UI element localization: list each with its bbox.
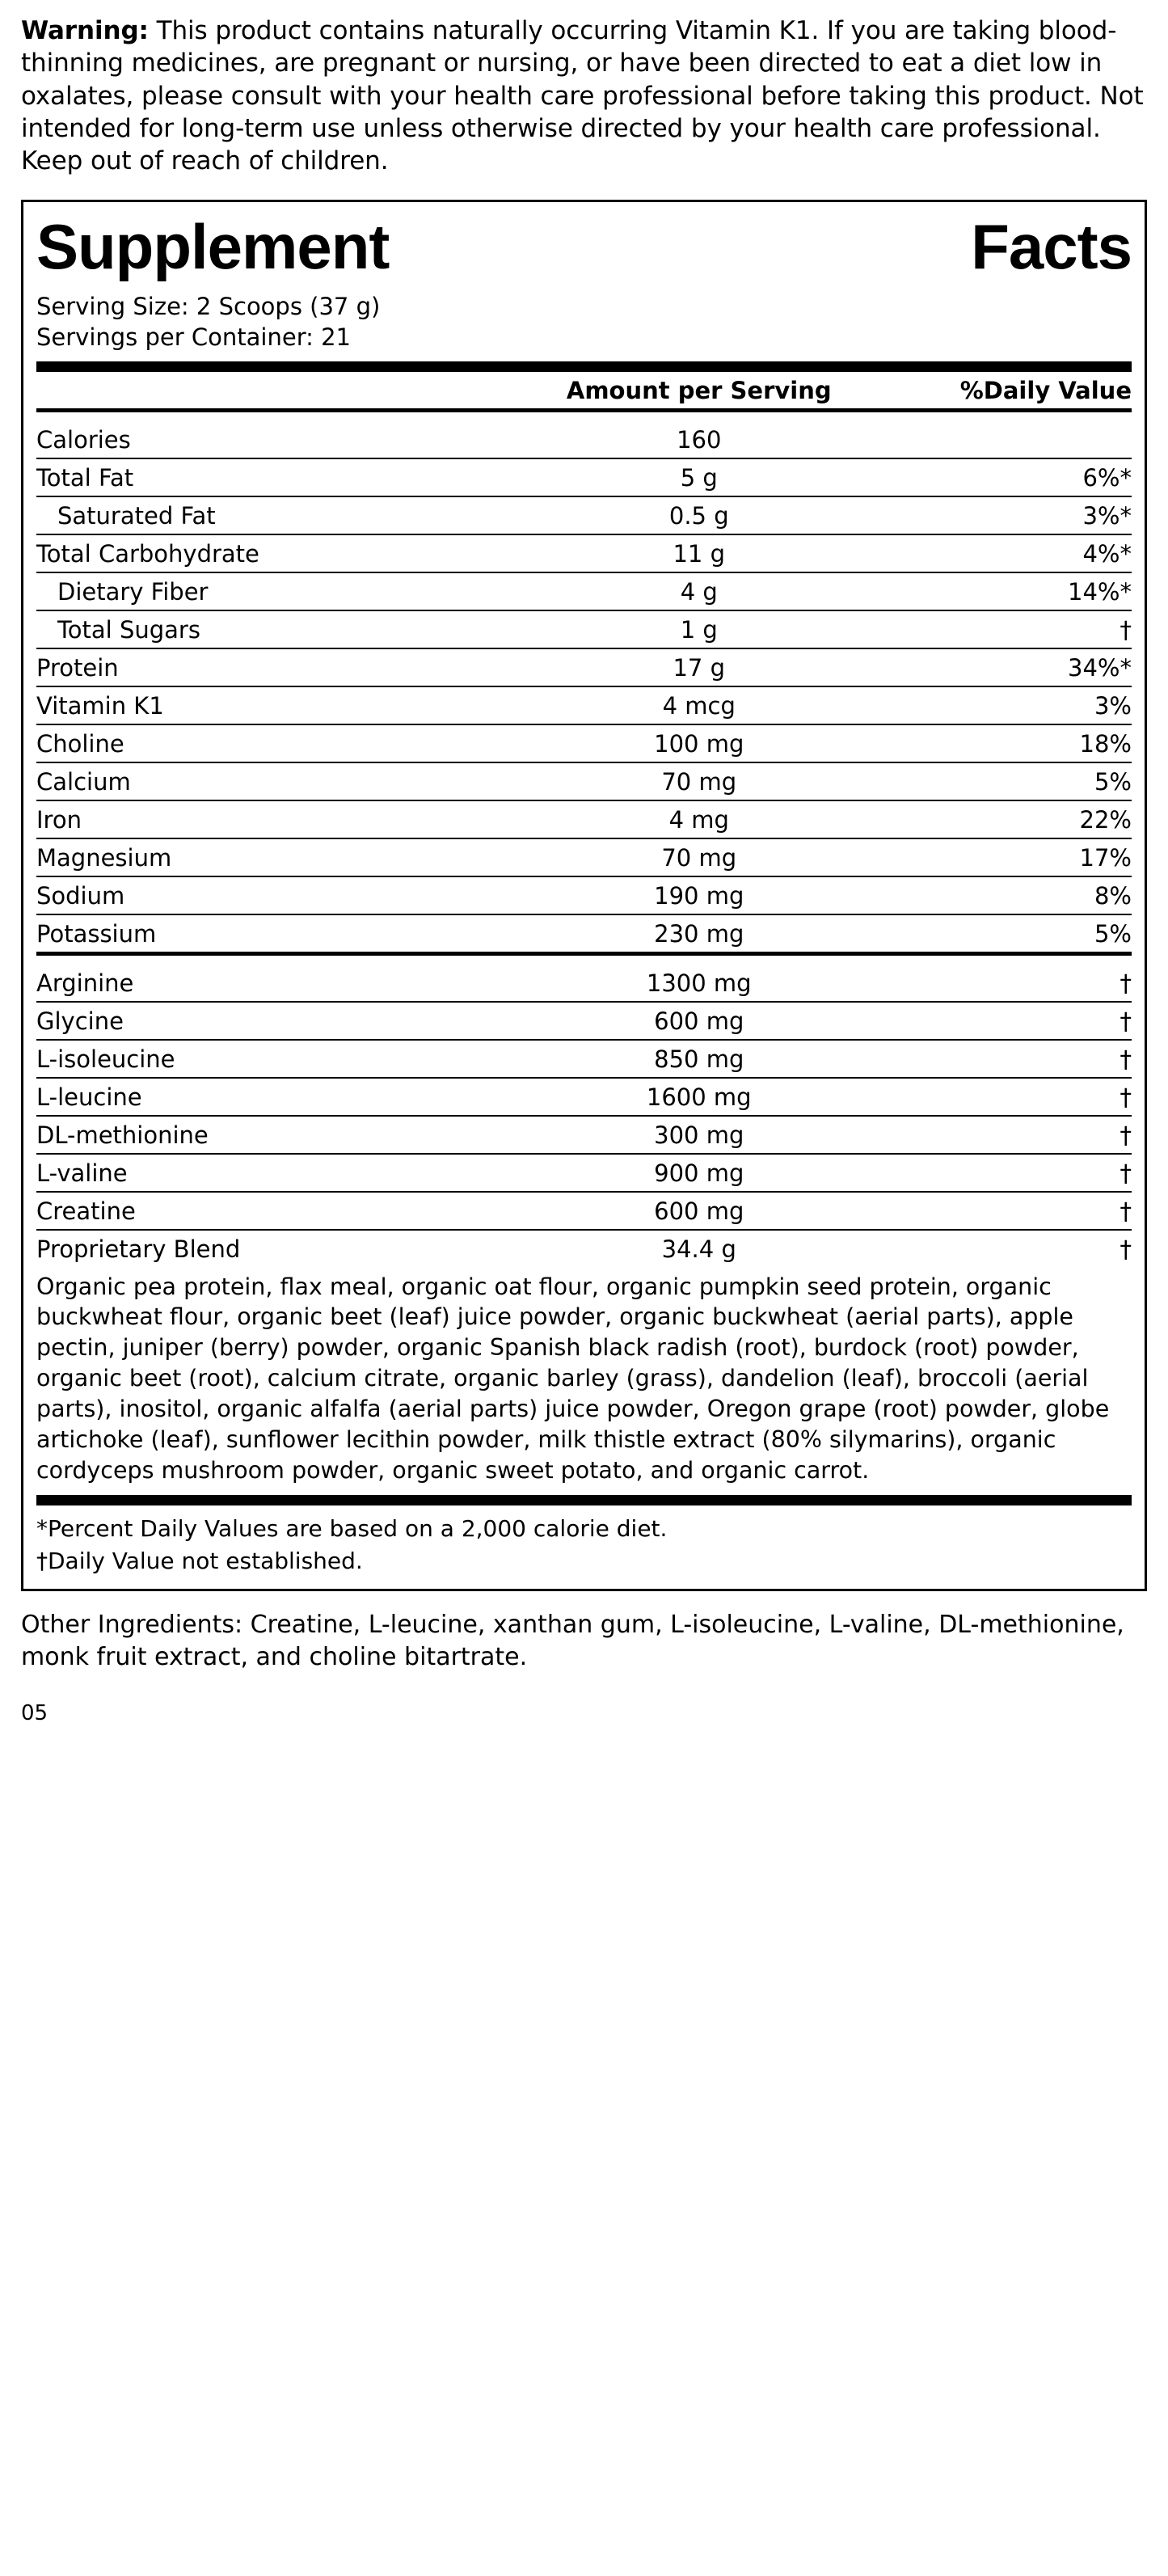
- table-row: [36, 572, 1132, 610]
- divider-under-header: [36, 410, 1132, 421]
- row-name: Vitamin K1: [36, 686, 518, 724]
- serving-info: [36, 291, 1132, 353]
- row-dv: †: [879, 1154, 1132, 1192]
- row-amount: 900 mg: [518, 1154, 879, 1192]
- row-amount: 100 mg: [518, 724, 879, 762]
- row-dv: 17%: [879, 838, 1132, 876]
- row-name: L-leucine: [36, 1078, 518, 1116]
- row-amount: 17 g: [518, 648, 879, 686]
- divider-amino-section: [36, 953, 1132, 965]
- warning-paragraph: [21, 15, 1147, 177]
- row-amount: 600 mg: [518, 1002, 879, 1040]
- footnote-daily-values: *Percent Daily Values are based on a 2,000 calorie diet.: [36, 1514, 668, 1542]
- servings-per-container: Servings per Container: 21: [36, 323, 351, 352]
- row-amount: 70 mg: [518, 838, 879, 876]
- row-dv: †: [879, 1116, 1132, 1154]
- table-row: [36, 648, 1132, 686]
- table-row: [36, 1040, 1132, 1078]
- table-header-row: [36, 372, 1132, 411]
- page-number: 05: [21, 1700, 48, 1725]
- row-name: L-valine: [36, 1154, 518, 1192]
- row-name: Arginine: [36, 969, 134, 997]
- table-row: [36, 1078, 1132, 1116]
- row-amount: 1300 mg: [646, 969, 752, 997]
- row-amount: 4 g: [518, 572, 879, 610]
- row-dv: 18%: [879, 724, 1132, 762]
- row-dv: [879, 421, 1132, 458]
- header-amount-per-serving: Amount per Serving: [566, 376, 832, 404]
- row-amount: 600 mg: [518, 1192, 879, 1230]
- footnotes: [36, 1505, 1132, 1577]
- row-dv: 3%: [879, 686, 1132, 724]
- row-name: L-isoleucine: [36, 1040, 518, 1078]
- row-name: Proprietary Blend: [36, 1230, 518, 1267]
- row-dv: 22%: [879, 800, 1132, 838]
- row-name: Protein: [36, 648, 518, 686]
- row-dv: †: [879, 1002, 1132, 1040]
- supplement-facts-panel: [21, 200, 1147, 1591]
- row-dv: 34%*: [879, 648, 1132, 686]
- row-dv: †: [879, 610, 1132, 648]
- title-supplement: Supplement: [36, 211, 390, 283]
- warning-label: Warning:: [21, 16, 149, 45]
- row-amount: 4 mg: [518, 800, 879, 838]
- row-name: Total Carbohydrate: [36, 534, 518, 572]
- row-dv: †: [879, 1192, 1132, 1230]
- row-name: Potassium: [36, 914, 518, 954]
- title-facts: Facts: [971, 211, 1132, 283]
- table-row: [36, 1116, 1132, 1154]
- row-name: Magnesium: [36, 838, 518, 876]
- footnote-dv-not-established: †Daily Value not established.: [36, 1547, 363, 1574]
- row-dv: 3%*: [879, 496, 1132, 534]
- row-name: Total Fat: [36, 458, 518, 496]
- row-amount: 300 mg: [518, 1116, 879, 1154]
- table-row: [36, 686, 1132, 724]
- warning-text: This product contains naturally occurring Vitamin K1. If you are taking blood-thinning medicines, are pregnant or nursing, or have been directed to eat a diet low in oxalates, please consult with your health care professional before taking this product. Not intended for long-term use unless otherwise directed by your health care professional. Keep out of reach of children.: [21, 16, 1144, 176]
- row-amount: 0.5 g: [518, 496, 879, 534]
- row-name: Creatine: [36, 1192, 518, 1230]
- row-name: DL-methionine: [36, 1116, 518, 1154]
- table-row: [36, 1192, 1132, 1230]
- divider-thick-footnotes: [36, 1495, 1132, 1505]
- row-amount: 34.4 g: [518, 1230, 879, 1267]
- row-amount: 5 g: [518, 458, 879, 496]
- table-row: [36, 421, 1132, 458]
- row-dv: †: [1120, 969, 1132, 997]
- table-row-proprietary-blend: [36, 1230, 1132, 1267]
- row-dv: 6%*: [879, 458, 1132, 496]
- row-dv: †: [879, 1078, 1132, 1116]
- proprietary-blend-description: Organic pea protein, flax meal, organic oat flour, organic pumpkin seed protein, organic buckwheat flour, organic beet (leaf) juice powder, organic buckwheat (aerial parts), apple pectin, juniper (berry) powder, organic Spanish black radish (root), burdock (root) powder, organic beet (root), calcium citrate, organic barley (grass), dandelion (leaf), broccoli (aerial parts), inositol, organic alfalfa (aerial parts) juice powder, Oregon grape (root) powder, globe artichoke (leaf), sunflower lecithin powder, milk thistle extract (80% silymarins), organic cordyceps mushroom powder, organic sweet potato, and organic carrot.: [36, 1273, 1110, 1484]
- table-row: [36, 762, 1132, 800]
- row-name: Calories: [36, 425, 131, 454]
- table-row: [36, 1002, 1132, 1040]
- table-row: [36, 534, 1132, 572]
- proprietary-blend-description-row: [36, 1267, 1132, 1490]
- nutrition-table: [36, 372, 1132, 1490]
- table-row: [36, 496, 1132, 534]
- row-dv: 8%: [879, 876, 1132, 914]
- divider-thick-top: [36, 361, 1132, 372]
- row-name: Choline: [36, 724, 518, 762]
- table-row: [36, 800, 1132, 838]
- row-amount: 190 mg: [518, 876, 879, 914]
- row-dv: †: [879, 1230, 1132, 1267]
- row-amount: 70 mg: [518, 762, 879, 800]
- row-dv: 14%*: [879, 572, 1132, 610]
- row-name: Sodium: [36, 876, 518, 914]
- row-name: Glycine: [36, 1002, 518, 1040]
- row-amount: 4 mcg: [518, 686, 879, 724]
- supplement-facts-title: [36, 211, 1132, 283]
- serving-size: Serving Size: 2 Scoops (37 g): [36, 293, 381, 321]
- row-dv: 5%: [879, 914, 1132, 954]
- row-dv: 5%: [879, 762, 1132, 800]
- row-dv: 4%*: [879, 534, 1132, 572]
- table-row: [36, 1154, 1132, 1192]
- row-name: Saturated Fat: [36, 496, 518, 534]
- row-name: Dietary Fiber: [36, 572, 518, 610]
- row-name: Iron: [36, 800, 518, 838]
- other-ingredients: Other Ingredients: Creatine, L-leucine, xanthan gum, L-isoleucine, L-valine, DL-methionine, monk fruit extract, and choline bitartrate.: [21, 1611, 1124, 1671]
- row-amount: 1 g: [518, 610, 879, 648]
- row-dv: †: [879, 1040, 1132, 1078]
- row-amount: 1600 mg: [518, 1078, 879, 1116]
- row-name: Calcium: [36, 762, 518, 800]
- table-row: [36, 724, 1132, 762]
- row-amount: 160: [677, 425, 722, 454]
- table-row: [36, 965, 1132, 1002]
- row-amount: 11 g: [518, 534, 879, 572]
- table-row: [36, 876, 1132, 914]
- header-daily-value: %Daily Value: [959, 376, 1132, 404]
- table-row: [36, 914, 1132, 954]
- row-amount: 850 mg: [518, 1040, 879, 1078]
- row-name: Total Sugars: [36, 610, 518, 648]
- row-amount: 230 mg: [518, 914, 879, 954]
- table-row: [36, 458, 1132, 496]
- header-nutrient: [36, 372, 518, 411]
- table-row: [36, 610, 1132, 648]
- table-row: [36, 838, 1132, 876]
